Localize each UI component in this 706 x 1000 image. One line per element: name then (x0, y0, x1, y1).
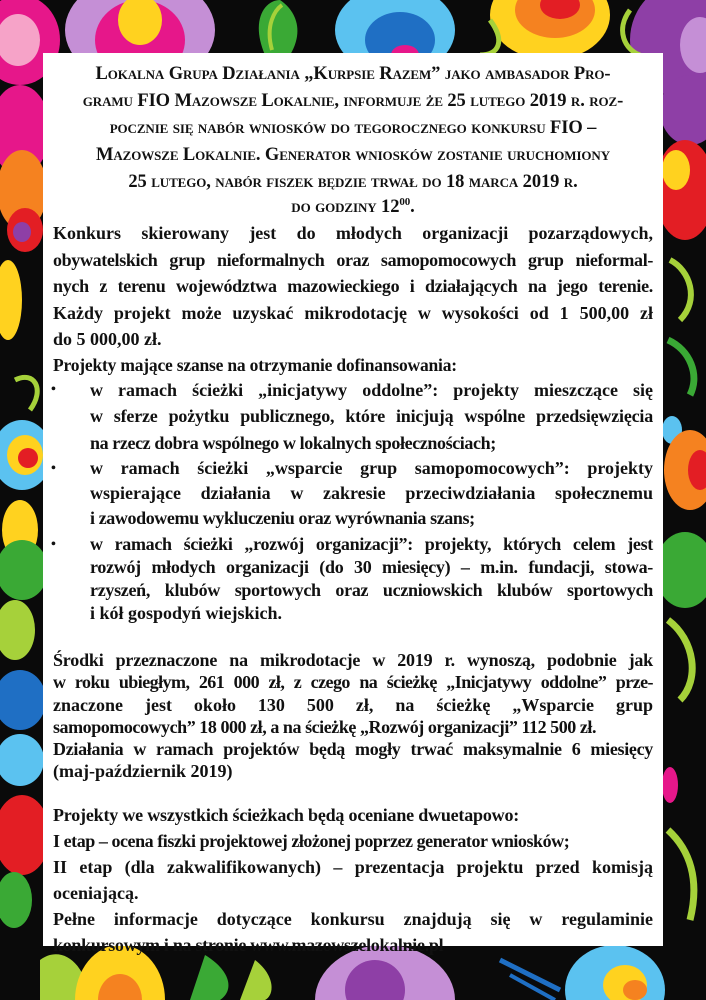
evaluation-line: I etap – ocena fiszki projektowej złożonej poprzez generator wniosków; (53, 830, 570, 851)
list-item-line: rzyszeń, klubów sportowych oraz uczniowskich klubów sportowych (90, 580, 653, 600)
list-item-line: wspierające działania w zakresie przeciwdziałania społecznemu (90, 483, 653, 503)
deadline-period: . (410, 197, 415, 217)
funds-line: samopomocowych” 18 000 zł, a na ścieżkę „Rozwój organizacji” 112 500 zł. (53, 716, 597, 737)
list-item-line: w ramach ścieżki „wsparcie grup samopomocowych”: projekty (90, 458, 653, 478)
list-item-line: i zawodowemu wykluczeniu oraz wyrównania szans; (90, 508, 475, 528)
intro-line: Każdy projekt może uzyskać mikrodotację w wysokości od 1 500,00 zł (53, 302, 653, 323)
paths-intro: Projekty mające szanse na otrzymanie dofinansowania: (53, 354, 457, 375)
intro-line: do 5 000,00 zł. (53, 329, 162, 349)
funds-line: (maj-październik 2019) (53, 761, 233, 782)
list-item-line: i kół gospodyń wiejskich. (90, 603, 283, 623)
funds-line: Działania w ramach projektów będą mogły trwać maksymalnie 6 miesięcy (53, 739, 653, 760)
heading-deadline-line (53, 196, 653, 218)
bullet-icon: • (51, 461, 56, 476)
list-item-line: rozwój młodych organizacji (do 30 miesięcy) – m.in. fundacji, stowa- (90, 557, 653, 577)
bullet-icon: • (51, 537, 56, 552)
heading-line: pocznie się nabór wniosków do tegorocznego konkursu FIO – (109, 118, 597, 138)
paths-list (53, 377, 653, 626)
funds-line: znaczone jest około 130 500 zł, na ścieżkę „Wsparcie grup (53, 694, 653, 715)
list-item (53, 377, 653, 457)
list-item-line: w sferze pożytku publicznego, które inicjują wspólne przedsięwzięcia (90, 406, 653, 426)
list-item-line: w ramach ścieżki „inicjatywy oddolne”: projekty mieszczące się (90, 379, 653, 400)
bullet-icon: • (51, 381, 56, 397)
evaluation-line: oceniającą. (53, 882, 139, 903)
deadline-minutes: 00 (399, 196, 411, 208)
heading-line: gramu FIO Mazowsze Lokalnie, informuje że 25 lutego 2019 r. roz- (82, 91, 624, 111)
funds-paragraph (53, 649, 653, 783)
evaluation-line: Projekty we wszystkich ścieżkach będą oceniane dwuetapowo: (53, 804, 520, 825)
deadline-text: do godziny 12 (291, 197, 400, 217)
intro-line: obywatelskich grup nieformalnych oraz samopomocowych grup nieformal- (53, 249, 653, 270)
heading-line: 25 lutego, nabór fiszek będzie trwał do 18 marca 2019 r. (128, 172, 578, 192)
announcement-card (43, 53, 663, 955)
funds-line: w roku ubiegłym, 261 000 zł, z czego na ścieżkę „Inicjatywy oddolne” prze- (53, 672, 653, 693)
intro-paragraph (53, 220, 653, 353)
heading-line: Lokalna Grupa Działania „Kurpsie Razem” jako ambasador Pro- (95, 64, 611, 84)
funds-line: Środki przeznaczone na mikrodotacje w 2019 r. wynoszą, podobnie jak (53, 650, 653, 670)
evaluation-line: Pełne informacje dotyczące konkursu znajdują się w regulaminie (53, 908, 653, 929)
intro-line: nych z terenu województwa mazowieckiego i działających na jego terenie. (53, 276, 653, 296)
website-link-line[interactable]: konkursowym i na stronie www.mazowszelokalnie.pl (53, 934, 444, 955)
list-item (53, 533, 653, 625)
heading-line: Mazowsze Lokalnie. Generator wniosków zostanie uruchomiony (96, 145, 610, 165)
intro-line: Konkurs skierowany jest do młodych organizacji pozarządowych, (53, 223, 653, 243)
evaluation-paragraph (53, 802, 653, 958)
list-item-line: na rzecz dobra wspólnego w lokalnych społecznościach; (90, 432, 496, 453)
list-item-line: w ramach ścieżki „rozwój organizacji”: projekty, których celem jest (90, 534, 653, 554)
evaluation-line: II etap (dla zakwalifikowanych) – prezentacja projektu przed komisją (53, 856, 653, 877)
list-item (53, 456, 653, 531)
announcement-heading (53, 61, 653, 218)
